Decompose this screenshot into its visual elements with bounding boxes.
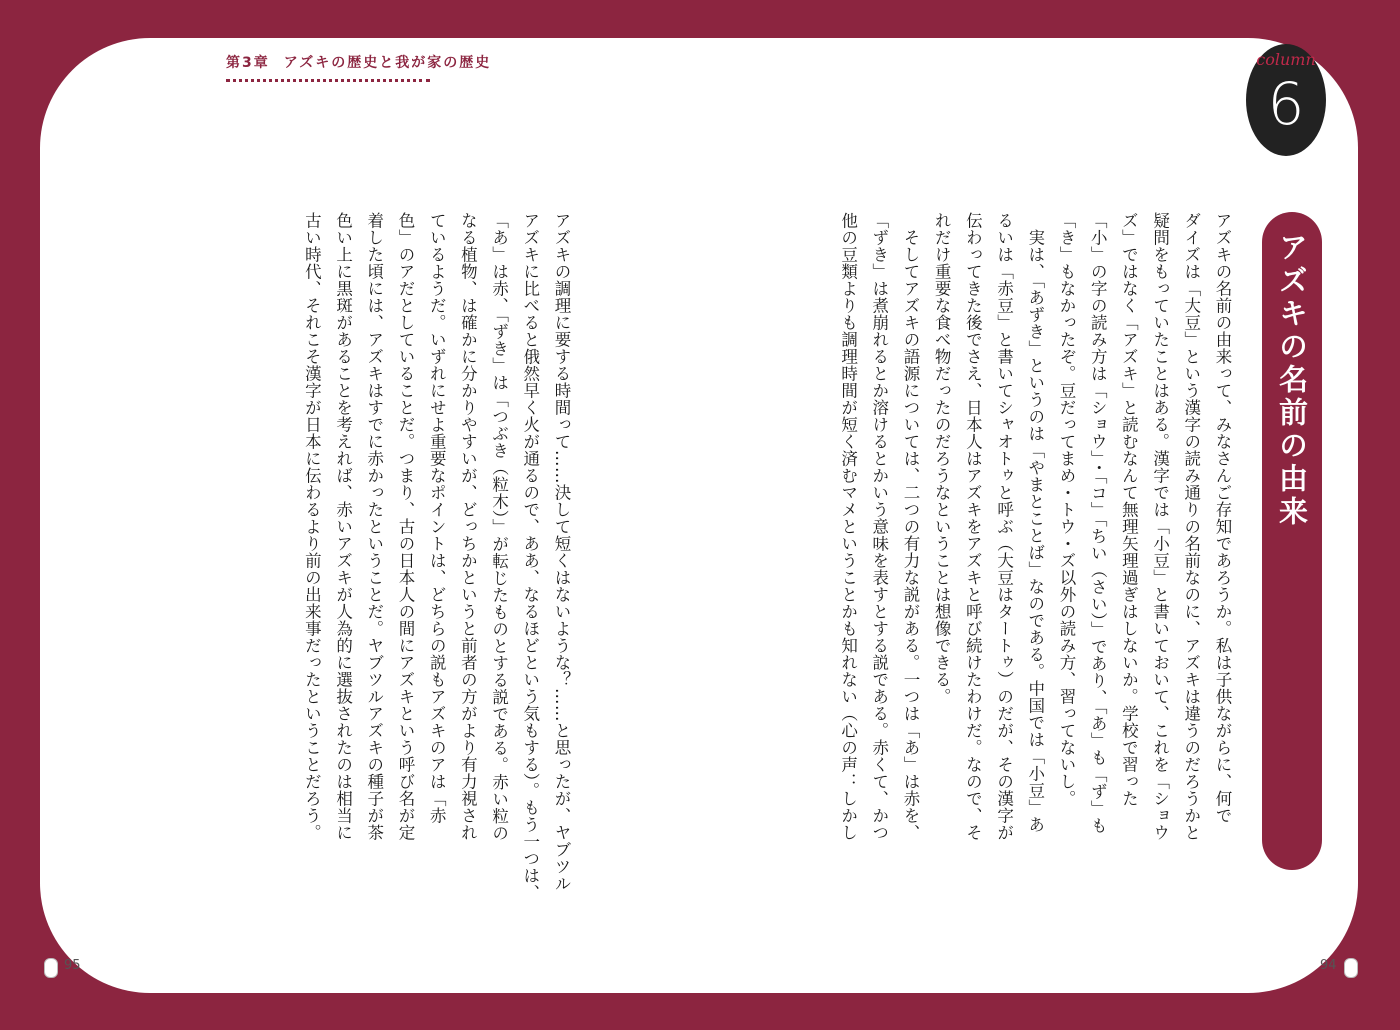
body-line: れだけ重要な食べ物だったのだろうなということは想像できる。 <box>932 212 952 705</box>
column-number: 6 <box>1267 70 1305 138</box>
body-line: アズキの名前の由来って、みなさんご存知であろうか。私は子供ながらに、何で <box>1213 212 1232 824</box>
left-page-number: 95 <box>64 958 81 973</box>
body-line: ているようだ。いずれにせよ重要なポイントは、どちらの説もアズキのアは「赤 <box>427 212 447 824</box>
right-page-body <box>832 212 1238 880</box>
body-line: 他の豆類よりも調理時間が短く済むマメということかも知れない（心の声：しかし <box>838 212 858 841</box>
body-line: 色」のアだとしていることだ。つまり、古の日本人の間にアズキという呼び名が定 <box>395 212 415 841</box>
column-label: column <box>1256 50 1316 69</box>
body-line: 古い時代、それこそ漢字が日本に伝わるより前の出来事だったということだろう。 <box>302 212 322 841</box>
section-title: アズキの名前の由来 <box>1275 232 1309 529</box>
body-line: 色い上に黒斑があることを考えれば、赤いアズキが人為的に選抜されたのは相当に <box>333 212 353 841</box>
chapter-header <box>226 52 491 72</box>
header-dotted-rule <box>226 79 430 82</box>
chapter-title: アズキの歴史と我が家の歴史 <box>283 55 492 71</box>
body-line: そしてアズキの語源については、二つの有力な説がある。一つは「あ」は赤を、 <box>900 212 920 841</box>
body-line: 実は、「あずき」というのは「やまとことば」なのである。中国では「小豆」あ <box>1025 212 1045 833</box>
left-page-body <box>296 212 577 901</box>
body-line: アズキに比べると俄然早く火が通るので、ああ、なるほどという気もする）。もう一つは、 <box>520 212 540 901</box>
body-line: なる植物、は確かに分かりやすいが、どっちかというと前者の方がより有力視され <box>458 212 478 841</box>
body-line: るいは「赤豆」と書いてシャオトゥと呼ぶ（大豆はタートゥ）のだが、その漢字が <box>994 212 1014 841</box>
body-line: 着した頃には、アズキはすでに赤かったということだ。ヤブツルアズキの種子が茶 <box>364 212 384 841</box>
body-line: 「ずき」は煮崩れるとか溶けるとかいう意味を表すとする説である。赤くて、かつ <box>869 212 889 841</box>
body-line: 「あ」は赤、「ずき」は「つぶき（粒木）」が転じたものとする説である。赤い粒の <box>489 212 509 842</box>
body-line: アズキの調理に要する時間って……決して短くはないような？……と思ったが、ヤブツル <box>552 212 571 892</box>
body-line: 「き」もなかったぞ。豆だってまめ・トウ・ズ以外の読み方、習ってないし。 <box>1056 212 1076 807</box>
right-page-number: 94 <box>1320 958 1337 973</box>
page-marker-right <box>1344 958 1358 978</box>
page-marker-left <box>44 958 58 978</box>
body-line: ズ」ではなく「アズキ」と読むなんて無理矢理過ぎはしないか。学校で習った <box>1119 212 1139 807</box>
body-line: 疑問をもっていたことはある。漢字では「小豆」と書いておいて、これを「ショウ <box>1150 212 1170 841</box>
body-line: ダイズは「大豆」という漢字の読み通りの名前なのに、アズキは違うのだろうかと <box>1181 212 1201 841</box>
body-line: 伝わってきた後でさえ、日本人はアズキをアズキと呼び続けたわけだ。なので、そ <box>963 212 983 841</box>
chapter-number: 第3章 <box>226 55 270 71</box>
body-line: 「小」の字の読み方は「ショウ」・「コ」「ちい（さい）」であり、「あ」も「ず」も <box>1088 212 1108 834</box>
column-badge <box>1246 44 1326 156</box>
